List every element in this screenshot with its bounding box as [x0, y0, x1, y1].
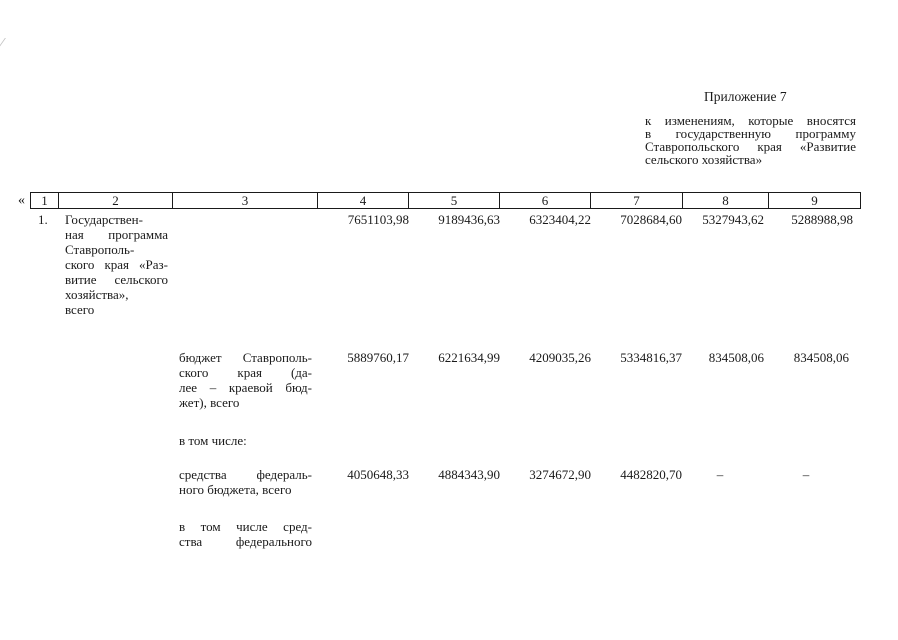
program-name-line: витие сельского: [65, 272, 168, 287]
header-cell-4: 4: [318, 193, 409, 208]
value-cell: 7028684,60: [620, 212, 682, 227]
value-cell: 9189436,63: [438, 212, 500, 227]
row-number: 1.: [38, 212, 48, 227]
header-cell-7: 7: [591, 193, 683, 208]
header-cell-8: 8: [683, 193, 769, 208]
appendix-subtitle-line: в государственную программу: [645, 126, 856, 141]
federal-funds-line: средства федераль-: [179, 467, 312, 482]
value-cell: 834508,06: [793, 350, 849, 365]
program-name-line: всего: [65, 302, 95, 317]
value-cell: 4209035,26: [529, 350, 591, 365]
value-cell: 3274672,90: [529, 467, 591, 482]
value-cell: 5288988,98: [791, 212, 853, 227]
program-name-line: ная программа: [65, 227, 168, 242]
header-cell-1: 1: [31, 193, 59, 208]
program-name-line: хозяйства»,: [65, 287, 129, 302]
including-label: в том числе:: [179, 433, 247, 448]
value-cell: 5327943,62: [702, 212, 764, 227]
federal-detail-line: в том числе сред-: [179, 519, 312, 534]
appendix-subtitle-line: сельского хозяйства»: [645, 152, 763, 167]
appendix-subtitle-line: к изменениям, которые вносятся: [645, 113, 856, 128]
budget-name-line: лее – краевой бюд-: [179, 380, 312, 395]
value-cell: 834508,06: [708, 350, 764, 365]
program-name-line: Государствен-: [65, 212, 143, 227]
table-open-quote: «: [18, 193, 25, 208]
header-cell-3: 3: [173, 193, 318, 208]
budget-name-line: ского края (да-: [179, 365, 312, 380]
appendix-subtitle: [645, 114, 856, 166]
value-cell: 4050648,33: [347, 467, 409, 482]
budget-name-cell: [179, 350, 312, 410]
federal-detail-line: ства федерального: [179, 534, 312, 549]
empty-value-dash: –: [716, 467, 724, 482]
value-cell: 6221634,99: [438, 350, 500, 365]
value-cell: 7651103,98: [347, 212, 409, 227]
program-name-cell: [65, 212, 168, 317]
scan-edge-mark: [0, 38, 16, 52]
value-cell: 6323404,22: [529, 212, 591, 227]
federal-detail-cell: [179, 519, 312, 549]
appendix-title: Приложение 7: [704, 89, 787, 104]
header-cell-2: 2: [59, 193, 173, 208]
program-name-line: ского края «Раз-: [65, 257, 168, 272]
budget-name-line: жет), всего: [179, 395, 240, 410]
value-cell: 5889760,17: [347, 350, 409, 365]
budget-name-line: бюджет Ставрополь-: [179, 350, 312, 365]
table-header-row: [30, 192, 861, 209]
appendix-subtitle-line: Ставропольского края «Развитие: [645, 139, 856, 154]
value-cell: 4884343,90: [438, 467, 500, 482]
federal-funds-cell: [179, 467, 312, 497]
header-cell-9: 9: [811, 193, 818, 208]
federal-funds-line: ного бюджета, всего: [179, 482, 292, 497]
value-cell: 4482820,70: [620, 467, 682, 482]
header-cell-5: 5: [409, 193, 500, 208]
program-name-line: Ставрополь-: [65, 242, 135, 257]
value-cell: 5334816,37: [620, 350, 682, 365]
header-cell-6: 6: [500, 193, 591, 208]
empty-value-dash: –: [802, 467, 810, 482]
